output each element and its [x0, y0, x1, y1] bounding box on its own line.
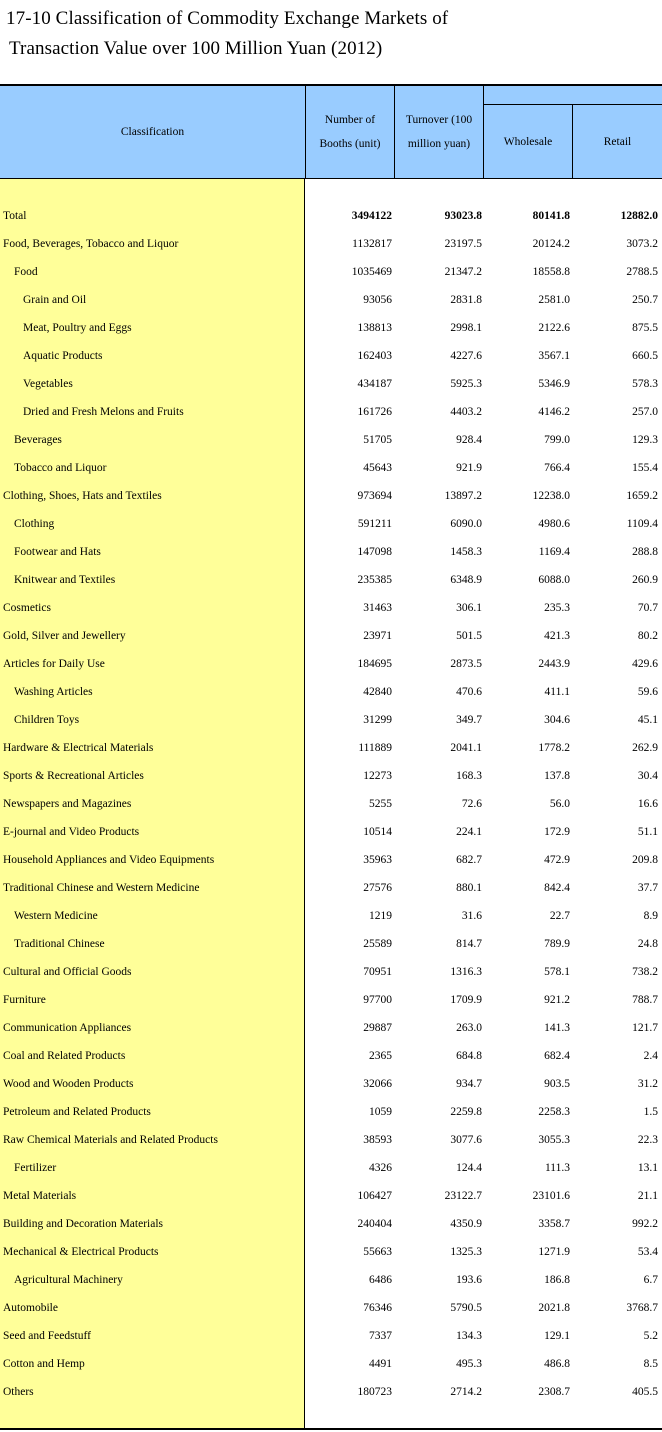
- row-classification: Clothing, Shoes, Hats and Textiles: [3, 490, 162, 502]
- row-wholesale: 921.2: [544, 994, 570, 1006]
- row-retail: 405.5: [632, 1386, 658, 1398]
- row-classification: Cotton and Hemp: [3, 1358, 85, 1370]
- row-retail: 992.2: [632, 1218, 658, 1230]
- row-retail: 22.3: [637, 1134, 658, 1146]
- row-wholesale: 903.5: [544, 1078, 570, 1090]
- row-turnover: 6090.0: [450, 518, 482, 530]
- row-retail: 8.5: [643, 1358, 658, 1370]
- table-row: [0, 818, 662, 846]
- row-wholesale: 12238.0: [532, 490, 570, 502]
- table-row: [0, 930, 662, 958]
- row-turnover: 1709.9: [450, 994, 482, 1006]
- table-row: [0, 1322, 662, 1350]
- row-retail: 429.6: [632, 658, 658, 670]
- row-classification: Agricultural Machinery: [14, 1274, 123, 1286]
- row-retail: 24.8: [637, 938, 658, 950]
- row-retail: 738.2: [632, 966, 658, 978]
- row-booths: 1035469: [351, 266, 392, 278]
- row-turnover: 4227.6: [450, 350, 482, 362]
- row-classification: Household Appliances and Video Equipments: [3, 854, 215, 866]
- row-retail: 31.2: [637, 1078, 658, 1090]
- row-retail: 1.5: [643, 1106, 658, 1118]
- row-booths: 3494122: [351, 210, 392, 222]
- row-turnover: 72.6: [461, 798, 482, 810]
- row-classification: Aquatic Products: [23, 350, 103, 362]
- row-turnover: 13897.2: [444, 490, 482, 502]
- row-turnover: 306.1: [456, 602, 482, 614]
- row-booths: 184695: [357, 658, 392, 670]
- row-turnover: 2873.5: [450, 658, 482, 670]
- row-retail: 1659.2: [626, 490, 658, 502]
- row-wholesale: 111.3: [544, 1162, 570, 1174]
- row-turnover: 2041.1: [450, 742, 482, 754]
- row-classification: Vegetables: [23, 378, 73, 390]
- row-retail: 121.7: [632, 1022, 658, 1034]
- row-wholesale: 2581.0: [538, 294, 570, 306]
- row-classification: Traditional Chinese and Western Medicine: [3, 882, 200, 894]
- table-row: [0, 510, 662, 538]
- row-retail: 578.3: [632, 378, 658, 390]
- table-row: [0, 986, 662, 1014]
- row-turnover: 934.7: [456, 1078, 482, 1090]
- table-row: [0, 258, 662, 286]
- row-turnover: 124.4: [456, 1162, 482, 1174]
- row-retail: 788.7: [632, 994, 658, 1006]
- table-row: [0, 1238, 662, 1266]
- row-classification: Others: [3, 1386, 34, 1398]
- row-booths: 111889: [358, 742, 392, 754]
- row-classification: Cosmetics: [3, 602, 51, 614]
- row-wholesale: 172.9: [544, 826, 570, 838]
- row-retail: 5.2: [643, 1330, 658, 1342]
- row-classification: Meat, Poultry and Eggs: [23, 322, 132, 334]
- row-wholesale: 1271.9: [538, 1246, 570, 1258]
- row-classification: Fertilizer: [14, 1162, 57, 1174]
- row-turnover: 193.6: [456, 1274, 482, 1286]
- row-classification: Gold, Silver and Jewellery: [3, 630, 126, 642]
- row-wholesale: 129.1: [544, 1330, 570, 1342]
- row-classification: Petroleum and Related Products: [3, 1106, 151, 1118]
- row-wholesale: 789.9: [544, 938, 570, 950]
- title-line-1: 17-10 Classification of Commodity Exchange Markets of: [6, 8, 449, 29]
- row-booths: 27576: [363, 882, 392, 894]
- row-booths: 138813: [357, 322, 392, 334]
- table-row: [0, 566, 662, 594]
- header-classification: Classification: [120, 126, 185, 138]
- row-wholesale: 3567.1: [538, 350, 570, 362]
- table-row: [0, 426, 662, 454]
- row-classification: Mechanical & Electrical Products: [3, 1246, 159, 1258]
- row-booths: 93056: [363, 294, 392, 306]
- row-booths: 25589: [363, 938, 392, 950]
- row-turnover: 921.9: [456, 462, 482, 474]
- row-wholesale: 18558.8: [532, 266, 570, 278]
- row-classification: Western Medicine: [14, 910, 98, 922]
- row-classification: Footwear and Hats: [14, 546, 101, 558]
- row-booths: 55663: [363, 1246, 392, 1258]
- row-classification: Wood and Wooden Products: [3, 1078, 134, 1090]
- row-wholesale: 4980.6: [538, 518, 570, 530]
- row-booths: 5255: [369, 798, 392, 810]
- row-classification: E-journal and Video Products: [3, 826, 140, 838]
- table-header: [0, 86, 662, 179]
- row-classification: Coal and Related Products: [3, 1050, 126, 1062]
- row-booths: 45643: [363, 462, 392, 474]
- row-wholesale: 235.3: [544, 602, 570, 614]
- row-classification: Sports & Recreational Articles: [3, 770, 144, 782]
- table-row: [0, 790, 662, 818]
- row-turnover: 684.8: [456, 1050, 482, 1062]
- row-turnover: 168.3: [456, 770, 482, 782]
- row-classification: Traditional Chinese: [14, 938, 105, 950]
- row-turnover: 2998.1: [450, 322, 482, 334]
- row-wholesale: 137.8: [544, 770, 570, 782]
- row-wholesale: 411.1: [544, 686, 570, 698]
- row-retail: 53.4: [637, 1246, 658, 1258]
- table-row: [0, 1350, 662, 1378]
- row-turnover: 470.6: [456, 686, 482, 698]
- row-turnover: 3077.6: [450, 1134, 482, 1146]
- row-booths: 38593: [363, 1134, 392, 1146]
- row-retail: 3768.7: [626, 1302, 658, 1314]
- table-row: [0, 482, 662, 510]
- row-booths: 1132817: [352, 238, 392, 250]
- table-row: [0, 230, 662, 258]
- row-turnover: 501.5: [456, 630, 482, 642]
- table-row: [0, 342, 662, 370]
- table-row: [0, 370, 662, 398]
- row-classification: Children Toys: [14, 714, 80, 726]
- row-retail: 209.8: [632, 854, 658, 866]
- row-classification: Newspapers and Magazines: [3, 798, 132, 810]
- row-wholesale: 2021.8: [538, 1302, 570, 1314]
- row-turnover: 1458.3: [450, 546, 482, 558]
- row-classification: Cultural and Official Goods: [3, 966, 132, 978]
- data-table: [0, 84, 662, 1430]
- row-booths: 32066: [363, 1078, 392, 1090]
- table-row: [0, 1210, 662, 1238]
- row-turnover: 928.4: [456, 434, 482, 446]
- row-booths: 162403: [357, 350, 392, 362]
- table-row: [0, 958, 662, 986]
- row-retail: 288.8: [632, 546, 658, 558]
- row-retail: 80.2: [637, 630, 658, 642]
- row-booths: 180723: [357, 1386, 392, 1398]
- table-row: [0, 202, 662, 230]
- table-row: [0, 286, 662, 314]
- table-row: [0, 1042, 662, 1070]
- table-row: [0, 874, 662, 902]
- row-classification: Grain and Oil: [23, 294, 87, 306]
- row-wholesale: 2258.3: [538, 1106, 570, 1118]
- row-retail: 260.9: [632, 574, 658, 586]
- table-body: [0, 202, 662, 1406]
- row-booths: 235385: [357, 574, 392, 586]
- row-retail: 2.4: [643, 1050, 658, 1062]
- row-turnover: 495.3: [456, 1358, 482, 1370]
- row-retail: 2788.5: [626, 266, 658, 278]
- row-booths: 4491: [369, 1358, 392, 1370]
- row-wholesale: 486.8: [544, 1358, 570, 1370]
- table-row: [0, 622, 662, 650]
- row-wholesale: 766.4: [544, 462, 570, 474]
- row-classification: Metal Materials: [3, 1190, 77, 1202]
- row-retail: 1109.4: [626, 518, 658, 530]
- row-retail: 21.1: [637, 1190, 658, 1202]
- row-retail: 37.7: [637, 882, 658, 894]
- row-booths: 31463: [363, 602, 392, 614]
- row-wholesale: 304.6: [544, 714, 570, 726]
- row-booths: 161726: [357, 406, 392, 418]
- row-classification: Tobacco and Liquor: [14, 462, 107, 474]
- row-turnover: 21347.2: [444, 266, 482, 278]
- row-retail: 660.5: [632, 350, 658, 362]
- row-retail: 875.5: [632, 322, 658, 334]
- row-retail: 45.1: [637, 714, 658, 726]
- page-title: [6, 4, 448, 64]
- table-row: [0, 902, 662, 930]
- row-booths: 35963: [363, 854, 392, 866]
- row-booths: 76346: [363, 1302, 392, 1314]
- row-booths: 29887: [363, 1022, 392, 1034]
- row-turnover: 814.7: [456, 938, 482, 950]
- row-wholesale: 1778.2: [538, 742, 570, 754]
- row-retail: 70.7: [637, 602, 658, 614]
- row-retail: 155.4: [632, 462, 658, 474]
- row-booths: 1059: [369, 1106, 392, 1118]
- row-wholesale: 2122.6: [538, 322, 570, 334]
- row-turnover: 31.6: [461, 910, 482, 922]
- table-row: [0, 678, 662, 706]
- table-row: [0, 398, 662, 426]
- row-wholesale: 682.4: [544, 1050, 570, 1062]
- row-classification: Building and Decoration Materials: [3, 1218, 164, 1230]
- row-booths: 12273: [363, 770, 392, 782]
- row-turnover: 4350.9: [450, 1218, 482, 1230]
- row-turnover: 2259.8: [450, 1106, 482, 1118]
- row-retail: 3073.2: [626, 238, 658, 250]
- row-retail: 129.3: [632, 434, 658, 446]
- table-row: [0, 1154, 662, 1182]
- row-classification: Articles for Daily Use: [3, 658, 105, 670]
- row-wholesale: 421.3: [544, 630, 570, 642]
- row-wholesale: 141.3: [544, 1022, 570, 1034]
- table-row: [0, 454, 662, 482]
- row-classification: Furniture: [3, 994, 46, 1006]
- table-row: [0, 1098, 662, 1126]
- table-row: [0, 762, 662, 790]
- row-retail: 250.7: [632, 294, 658, 306]
- row-booths: 7337: [369, 1330, 392, 1342]
- row-booths: 31299: [363, 714, 392, 726]
- row-booths: 10514: [363, 826, 392, 838]
- table-row: [0, 1182, 662, 1210]
- row-retail: 51.1: [637, 826, 658, 838]
- row-booths: 70951: [363, 966, 392, 978]
- row-classification: Raw Chemical Materials and Related Products: [3, 1134, 218, 1146]
- row-turnover: 4403.2: [450, 406, 482, 418]
- row-classification: Total: [3, 210, 27, 222]
- row-booths: 4326: [369, 1162, 392, 1174]
- row-classification: Food: [14, 266, 38, 278]
- row-turnover: 23122.7: [444, 1190, 482, 1202]
- row-retail: 59.6: [637, 686, 658, 698]
- row-wholesale: 472.9: [544, 854, 570, 866]
- row-booths: 106427: [357, 1190, 392, 1202]
- row-wholesale: 578.1: [544, 966, 570, 978]
- row-wholesale: 20124.2: [532, 238, 570, 250]
- row-wholesale: 842.4: [544, 882, 570, 894]
- row-booths: 51705: [363, 434, 392, 446]
- row-booths: 6486: [369, 1274, 392, 1286]
- header-retail: Retail: [603, 135, 632, 148]
- row-classification: Dried and Fresh Melons and Fruits: [23, 406, 184, 418]
- table-row: [0, 1266, 662, 1294]
- row-wholesale: 3358.7: [538, 1218, 570, 1230]
- table-row: [0, 846, 662, 874]
- row-classification: Communication Appliances: [3, 1022, 132, 1034]
- table-row: [0, 594, 662, 622]
- row-classification: Knitwear and Textiles: [14, 574, 116, 586]
- row-booths: 23971: [363, 630, 392, 642]
- table-row: [0, 1294, 662, 1322]
- table-row: [0, 734, 662, 762]
- row-classification: Beverages: [14, 434, 62, 446]
- row-classification: Hardware & Electrical Materials: [3, 742, 154, 754]
- row-booths: 2365: [369, 1050, 392, 1062]
- row-booths: 1219: [369, 910, 392, 922]
- row-wholesale: 1169.4: [538, 546, 570, 558]
- row-turnover: 1316.3: [450, 966, 482, 978]
- row-wholesale: 2443.9: [538, 658, 570, 670]
- table-row: [0, 706, 662, 734]
- row-turnover: 23197.5: [444, 238, 482, 250]
- row-retail: 8.9: [643, 910, 658, 922]
- row-retail: 262.9: [632, 742, 658, 754]
- row-turnover: 880.1: [456, 882, 482, 894]
- row-classification: Washing Articles: [14, 686, 93, 698]
- row-wholesale: 23101.6: [532, 1190, 570, 1202]
- row-wholesale: 2308.7: [538, 1386, 570, 1398]
- row-turnover: 134.3: [456, 1330, 482, 1342]
- row-turnover: 2714.2: [450, 1386, 482, 1398]
- row-booths: 591211: [357, 518, 392, 530]
- row-turnover: 224.1: [456, 826, 482, 838]
- table-row: [0, 1126, 662, 1154]
- row-wholesale: 80141.8: [532, 210, 570, 222]
- row-turnover: 5790.5: [450, 1302, 482, 1314]
- table-row: [0, 1014, 662, 1042]
- table-row: [0, 314, 662, 342]
- row-retail: 13.1: [637, 1162, 658, 1174]
- header-turnover: Turnover (100 million yuan): [405, 114, 473, 150]
- row-turnover: 2831.8: [450, 294, 482, 306]
- row-classification: Seed and Feedstuff: [3, 1330, 91, 1342]
- row-booths: 434187: [357, 378, 392, 390]
- row-wholesale: 186.8: [544, 1274, 570, 1286]
- row-retail: 30.4: [637, 770, 658, 782]
- header-booths: Number of Booths (unit): [319, 114, 381, 150]
- row-classification: Clothing: [14, 518, 55, 530]
- table-row: [0, 1070, 662, 1098]
- row-retail: 12882.0: [620, 210, 658, 222]
- row-booths: 147098: [357, 546, 392, 558]
- row-classification: Food, Beverages, Tobacco and Liquor: [3, 238, 179, 250]
- row-turnover: 349.7: [456, 714, 482, 726]
- table-row: [0, 1378, 662, 1406]
- table-row: [0, 650, 662, 678]
- row-turnover: 5925.3: [450, 378, 482, 390]
- row-turnover: 682.7: [456, 854, 482, 866]
- header-wholesale: Wholesale: [503, 135, 553, 148]
- row-booths: 973694: [357, 490, 392, 502]
- row-classification: Automobile: [3, 1302, 58, 1314]
- row-booths: 97700: [363, 994, 392, 1006]
- row-turnover: 6348.9: [450, 574, 482, 586]
- row-wholesale: 799.0: [544, 434, 570, 446]
- row-retail: 6.7: [643, 1274, 658, 1286]
- row-wholesale: 3055.3: [538, 1134, 570, 1146]
- row-booths: 42840: [363, 686, 392, 698]
- row-wholesale: 4146.2: [538, 406, 570, 418]
- table-row: [0, 538, 662, 566]
- row-turnover: 93023.8: [444, 210, 482, 222]
- row-retail: 16.6: [637, 798, 658, 810]
- row-wholesale: 6088.0: [538, 574, 570, 586]
- row-retail: 257.0: [632, 406, 658, 418]
- row-booths: 240404: [357, 1218, 392, 1230]
- row-wholesale: 5346.9: [538, 378, 570, 390]
- row-turnover: 1325.3: [450, 1246, 482, 1258]
- title-line-2: Transaction Value over 100 Million Yuan (2012): [9, 38, 383, 59]
- row-wholesale: 22.7: [549, 910, 570, 922]
- row-wholesale: 56.0: [549, 798, 570, 810]
- row-turnover: 263.0: [456, 1022, 482, 1034]
